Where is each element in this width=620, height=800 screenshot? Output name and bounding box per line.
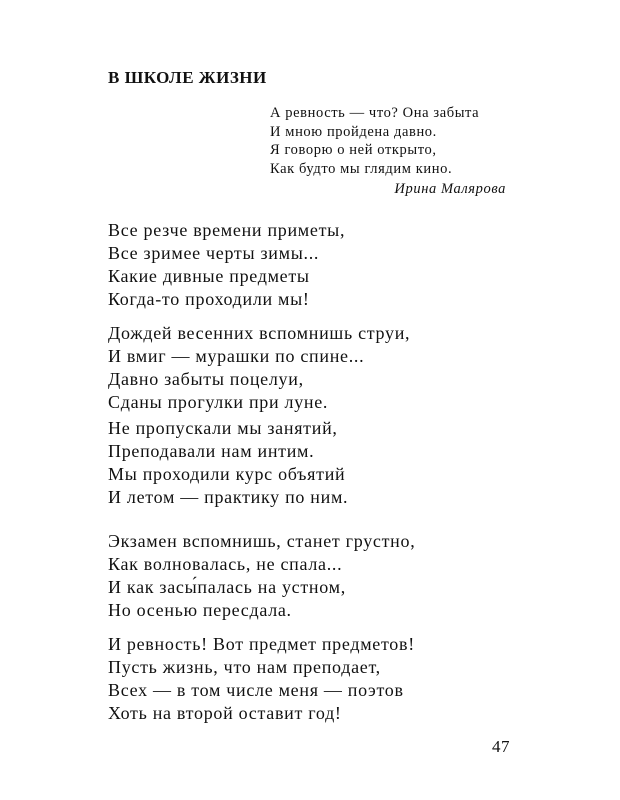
poem-title: В ШКОЛЕ ЖИЗНИ (108, 68, 267, 87)
verse-line: И вмиг — мурашки по спине... (108, 346, 365, 366)
epigraph-line: Я говорю о ней открыто, (270, 142, 437, 158)
verse-line: Мы проходили курс объятий (108, 464, 346, 484)
verse-line: Не пропускали мы занятий, (108, 418, 338, 438)
epigraph-author: Ирина Малярова (394, 181, 506, 197)
verse-line: Хоть на второй оставит год! (108, 703, 342, 723)
verse-line: Но осенью пересдала. (108, 600, 292, 620)
stanza-3 (108, 417, 348, 509)
epigraph (270, 104, 520, 178)
verse-line: Все зримее черты зимы... (108, 243, 320, 263)
stanza-2 (108, 322, 410, 414)
page-number: 47 (492, 737, 510, 756)
verse-line: Дождей весенних вспомнишь струи, (108, 323, 411, 343)
verse-line: Экзамен вспомнишь, станет грустно, (108, 531, 416, 551)
verse-line: Какие дивные предметы (108, 266, 310, 286)
verse-line: Когда-то проходили мы! (108, 289, 310, 309)
verse-line: Все резче времени приметы, (108, 220, 346, 240)
verse-line: Преподавали нам интим. (108, 441, 315, 461)
verse-line: Всех — в том числе меня — поэтов (108, 680, 404, 700)
verse-line: Давно забыты поцелуи, (108, 369, 304, 389)
epigraph-line: И мною пройдена давно. (270, 123, 437, 140)
stanza-1 (108, 219, 345, 311)
epigraph-line: Как будто мы глядим кино. (270, 160, 453, 177)
verse-line: Сданы прогулки при луне. (108, 392, 329, 412)
stanza-5 (108, 633, 415, 725)
verse-line: И как засы́палась на устном, (108, 577, 346, 597)
verse-line: И ревность! Вот предмет предметов! (108, 634, 415, 654)
stanza-4 (108, 530, 415, 622)
verse-line: Как волновалась, не спала... (108, 554, 343, 574)
epigraph-line: А ревность — что? Она забыта (270, 105, 480, 121)
verse-line: И летом — практику по ним. (108, 487, 349, 507)
verse-line: Пусть жизнь, что нам преподает, (108, 657, 381, 677)
